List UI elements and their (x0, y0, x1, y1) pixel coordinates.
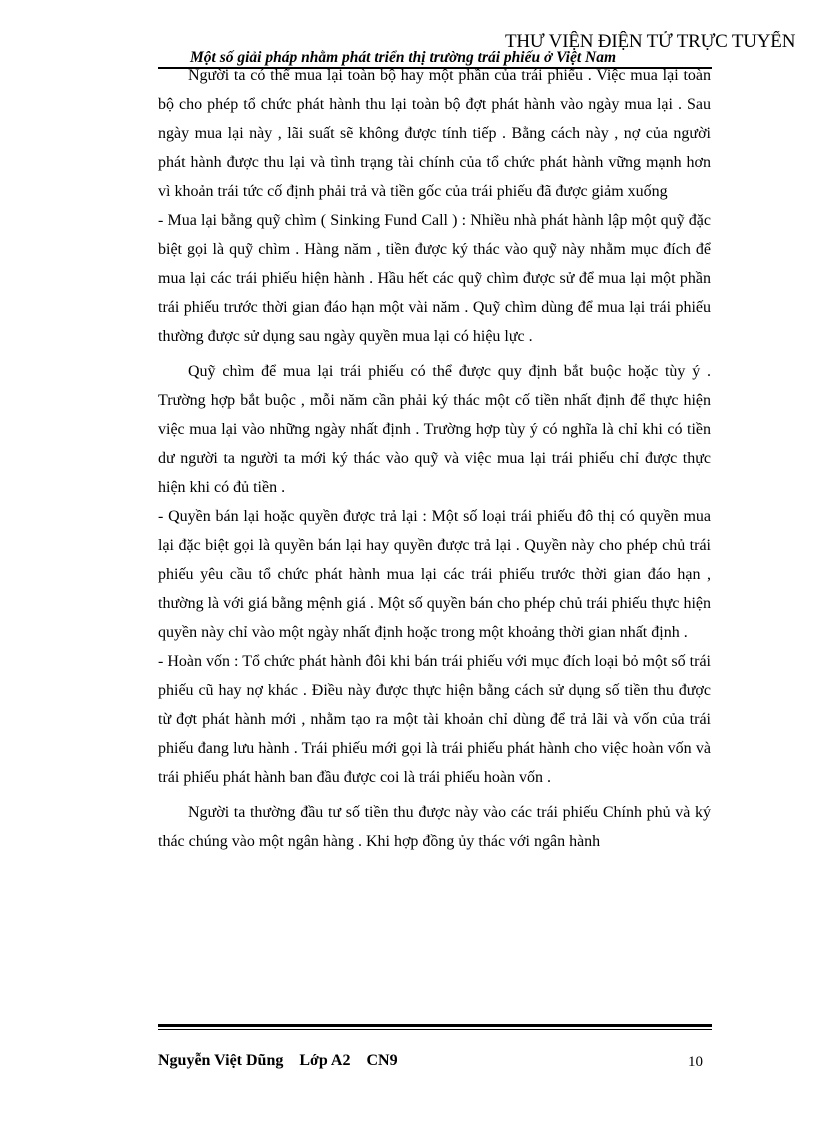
paragraph-4: - Quyền bán lại hoặc quyền được trả lại : Một số loại trái phiếu đô thị có quyền mua lại đặc biệt gọi là quyền bán lại hay quyền được trả lại . Quyền này cho phép chủ trái phiếu yêu cầu tổ chức phát hành mua lại các trái phiếu trước thời gian đáo hạn , thường là với giá bằng mệnh giá . Một số quyền bán cho phép chủ trái phiếu thực hiện quyền này chỉ vào một ngày nhất định hoặc trong một khoảng thời gian nhất định . (158, 508, 711, 641)
footer-code: CN9 (366, 1052, 398, 1069)
page-number: 10 (688, 1054, 703, 1070)
document-body (158, 61, 711, 856)
paragraph-5: - Hoàn vốn : Tổ chức phát hành đôi khi bán trái phiếu với mục đích loại bỏ một số trái phiếu cũ hay nợ khác . Điều này được thực hiện bằng cách sử dụng số tiền thu được từ đợt phát hành mới , nhằm tạo ra một tài khoản chỉ dùng để trả lãi và vốn của trái phiếu đang lưu hành . Trái phiếu mới gọi là trái phiếu phát hành cho việc hoàn vốn và trái phiếu phát hành ban đầu được coi là trái phiếu hoàn vốn . (158, 653, 711, 786)
footer-class: Lớp A2 (299, 1052, 351, 1069)
paragraph-6: Người ta thường đầu tư số tiền thu được này vào các trái phiếu Chính phủ và ký thác chúng vào một ngân hàng . Khi hợp đồng ủy thác với ngân hành (158, 804, 711, 850)
paragraph-1: Người ta có thể mua lại toàn bộ hay một phần của trái phiếu . Việc mua lại toàn bộ cho phép tổ chức phát hành thu lại toàn bộ đợt phát hành vào ngày mua lại . Sau ngày mua lại này , lãi suất sẽ không được tính tiếp . Bằng cách này , nợ của người phát hành được thu lại và tình trạng tài chính của tổ chức phát hành vững mạnh hơn vì khoản trái tức cố định phải trả và tiền gốc của trái phiếu đã được giảm xuống (158, 67, 711, 200)
paragraph-2: - Mua lại bằng quỹ chìm ( Sinking Fund Call ) : Nhiều nhà phát hành lập một quỹ đặc biệt gọi là quỹ chìm . Hàng năm , tiền được ký thác vào quỹ này nhằm mục đích để mua lại các trái phiếu hiện hành . Hầu hết các quỹ chìm được sử để mua lại một phần trái phiếu trước thời gian đáo hạn một vài năm . Quỹ chìm dùng để mua lại trái phiếu thường được sử dụng sau ngày quyền mua lại có hiệu lực . (158, 212, 711, 345)
watermark-text: THƯ VIỆN ĐIỆN TỬ TRỰC TUYẾN (505, 31, 796, 52)
paragraph-3: Quỹ chìm để mua lại trái phiếu có thể được quy định bắt buộc hoặc tùy ý . Trường hợp bắt buộc , mỗi năm cần phải ký thác một cố tiền nhất định để thực hiện việc mua lại vào những ngày nhất định . Trường hợp tùy ý có nghĩa là chỉ khi có tiền dư người ta người ta mới ký thác vào quỹ và việc mua lại trái phiếu chỉ được thực hiện khi có đủ tiền . (158, 363, 711, 496)
footer-divider-thin (158, 1029, 712, 1030)
footer-author: Nguyễn Việt Dũng (158, 1052, 284, 1069)
footer-divider-thick (158, 1024, 712, 1027)
running-header-title: Một số giải pháp nhằm phát triển thị trường trái phiếu ở Việt Nam (190, 49, 617, 66)
footer-author-line (158, 1052, 398, 1070)
